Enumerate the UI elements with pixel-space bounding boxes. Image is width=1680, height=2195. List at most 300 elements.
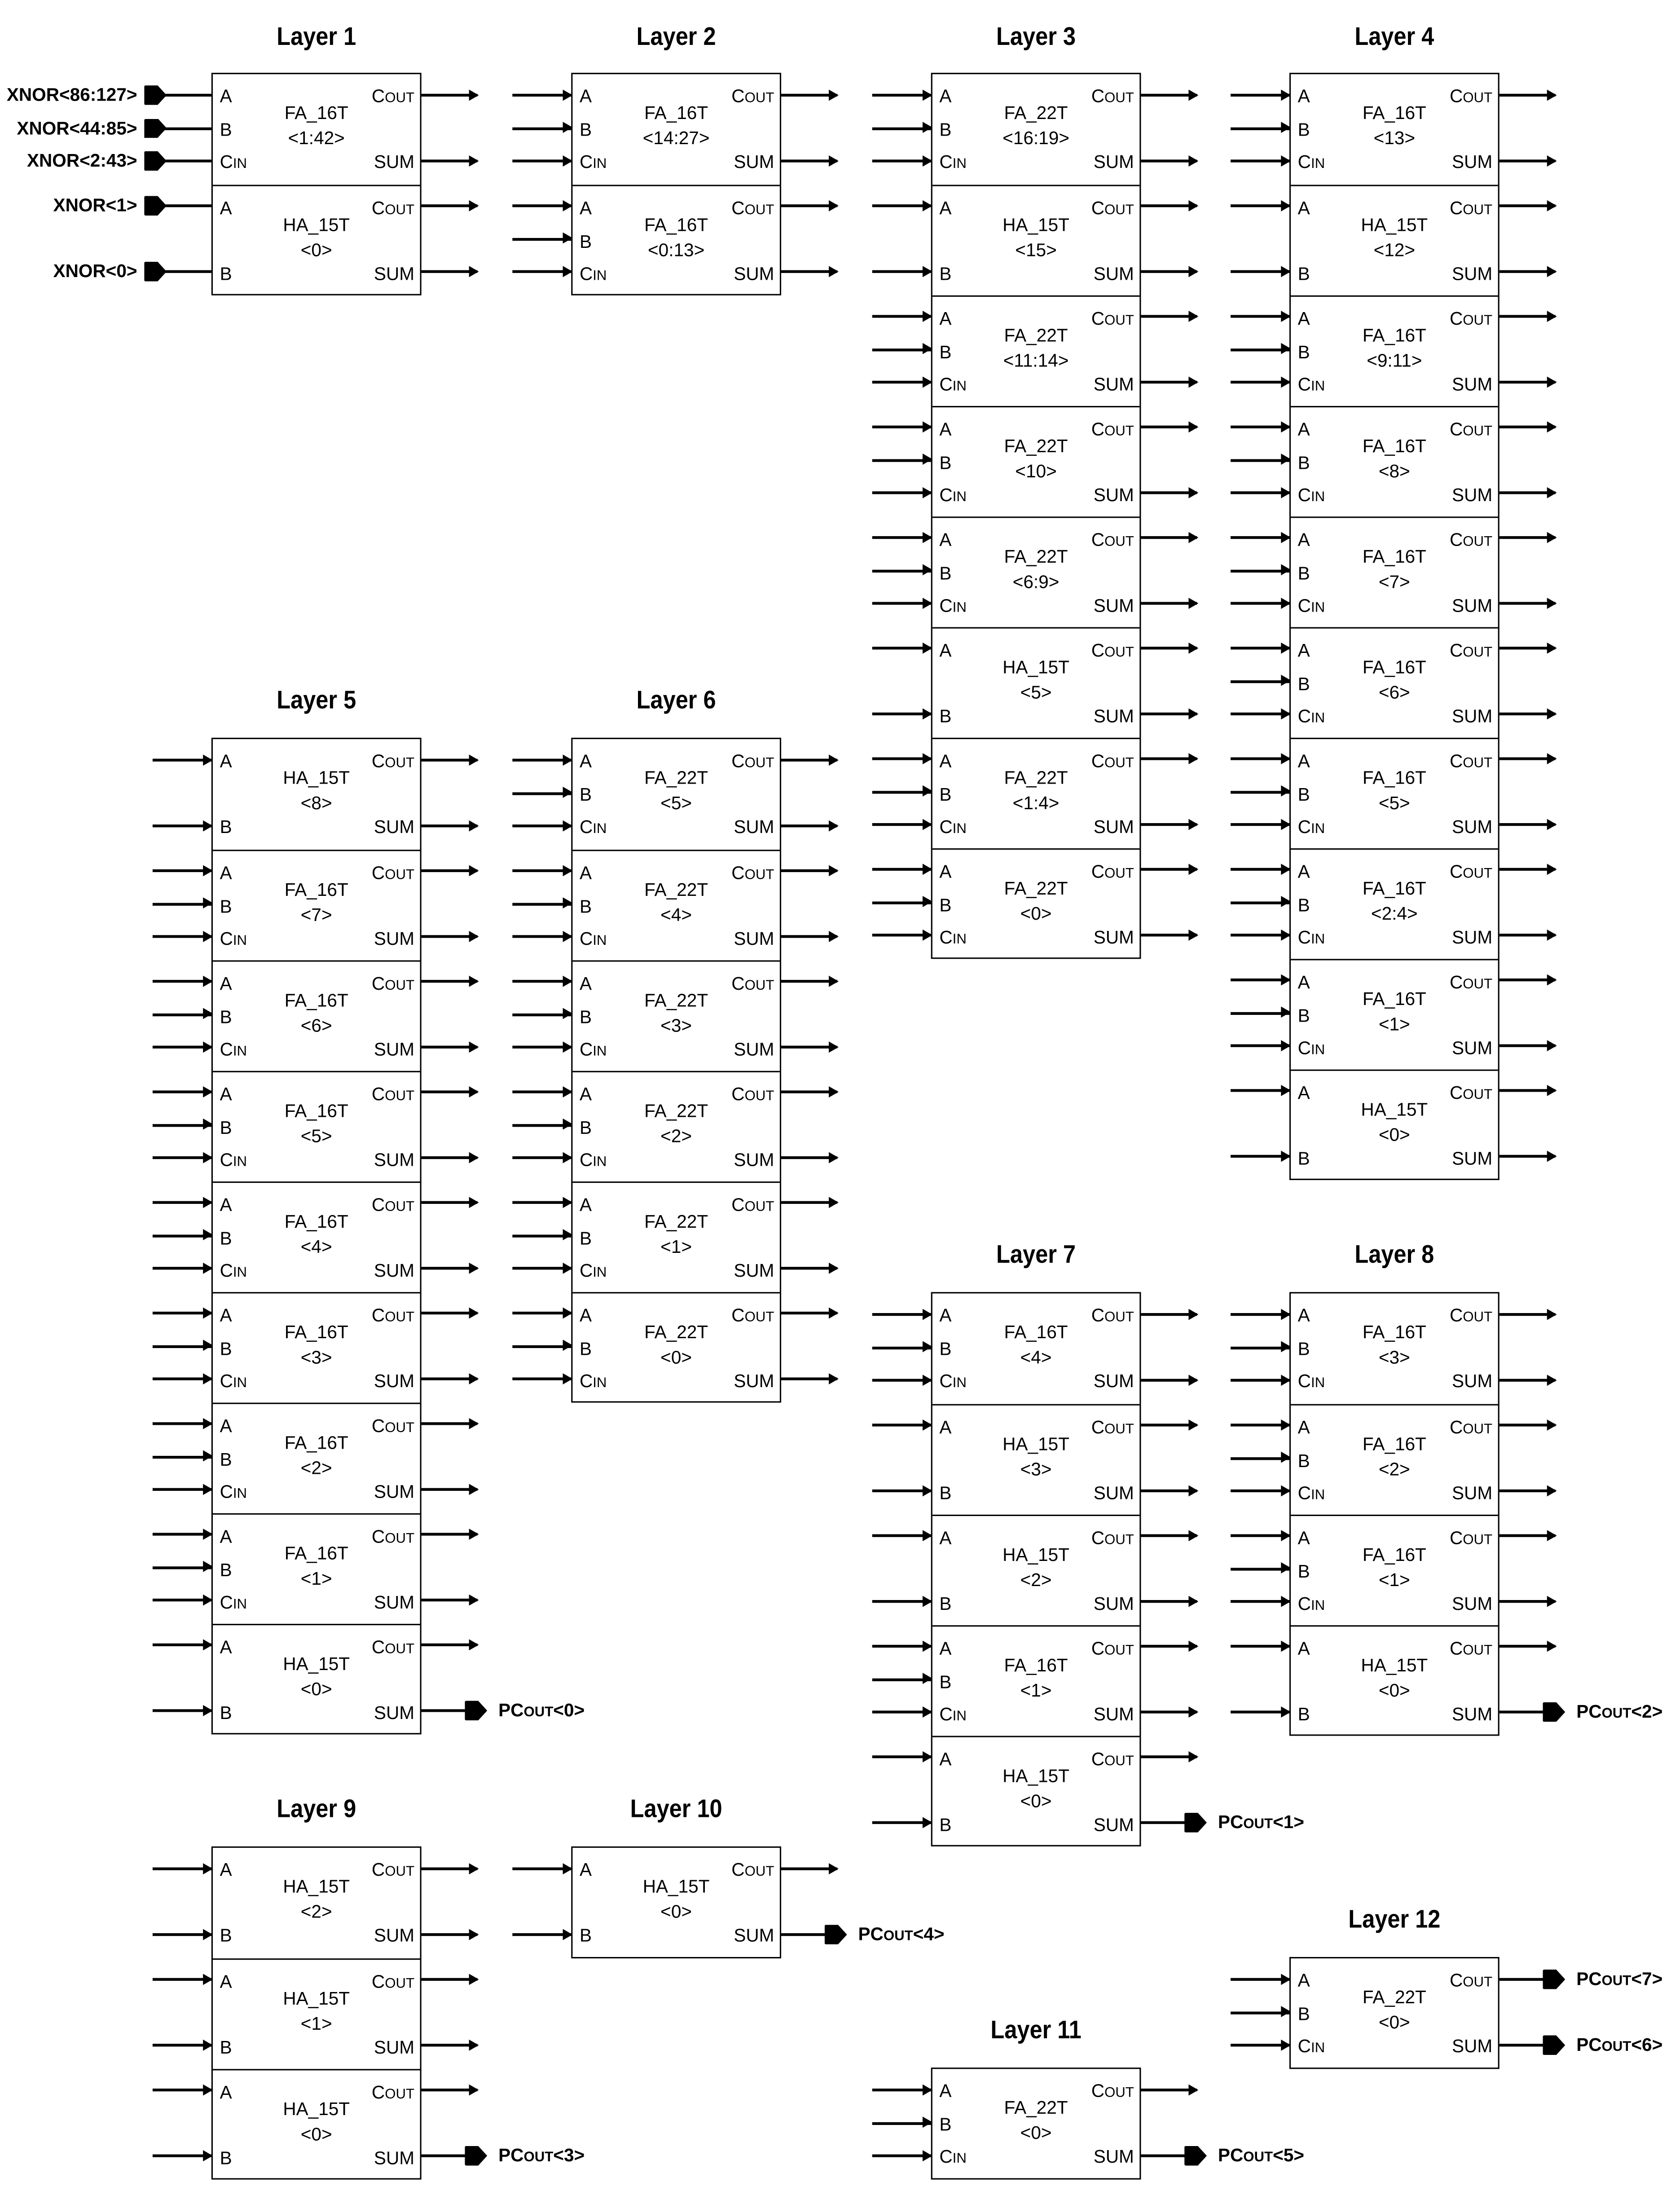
- pin-label-b: B: [939, 1337, 952, 1359]
- output-arrow-icon: [1500, 978, 1556, 981]
- pin-label-cin: [580, 1150, 607, 1173]
- pin-label-cin: [220, 153, 247, 175]
- output-arrow-icon: [781, 1046, 837, 1049]
- pin-label-sum: SUM: [374, 151, 415, 172]
- output-pin-label: [498, 2146, 585, 2169]
- input-arrow-icon: [512, 1234, 571, 1237]
- pin-label-sub: IN: [593, 157, 607, 172]
- output-pin-label: [1218, 1813, 1304, 1835]
- input-arrow-icon: [872, 1678, 931, 1680]
- pin-label-sum: SUM: [1093, 1703, 1134, 1725]
- pin-label-main: C: [1297, 816, 1311, 837]
- layer-title: Layer 7: [996, 1240, 1076, 1269]
- pin-label-sub: IN: [593, 1044, 607, 1060]
- output-pin-icon: [1184, 1813, 1207, 1833]
- cell-index: <9:11>: [1367, 350, 1422, 371]
- output-pin-sub: OUT: [523, 1705, 554, 1721]
- pin-label-sub: OUT: [1463, 203, 1493, 219]
- cell-type: HA_15T: [1361, 1654, 1428, 1676]
- pin-label-sum: SUM: [1452, 816, 1493, 837]
- pin-label-sub: OUT: [1463, 1422, 1493, 1438]
- cell-index: <0:13>: [647, 239, 705, 260]
- pin-label-sub: OUT: [1104, 1533, 1134, 1548]
- input-arrow-icon: [872, 381, 931, 383]
- layer-9-block: [211, 1847, 422, 2180]
- pin-label-a: A: [1297, 750, 1310, 771]
- pin-label-a: A: [939, 639, 952, 661]
- input-arrow-icon: [872, 1346, 931, 1349]
- pin-label-a: A: [220, 1083, 232, 1105]
- pin-label-sub: OUT: [744, 203, 774, 219]
- input-arrow-icon: [153, 1599, 211, 1601]
- cell-type: HA_15T: [283, 1988, 350, 2009]
- pin-label-main: C: [579, 1149, 593, 1171]
- full-adder-cell: [213, 1513, 420, 1624]
- pin-label-sub: OUT: [1104, 424, 1134, 440]
- input-pin-icon: [144, 262, 167, 282]
- input-arrow-icon: [512, 1312, 571, 1314]
- pin-label-main: C: [1297, 1370, 1311, 1392]
- pin-label-a: A: [220, 862, 232, 884]
- full-adder-cell: [572, 1292, 780, 1402]
- output-arrow-icon: [1500, 823, 1556, 826]
- pin-label-main: C: [1449, 85, 1463, 106]
- input-pin-icon: [144, 118, 167, 138]
- output-arrow-icon: [422, 824, 478, 827]
- pin-label-b: B: [939, 1670, 952, 1692]
- input-arrow-icon: [1231, 569, 1289, 572]
- pin-label-a: A: [939, 1305, 952, 1326]
- output-pin-index: <4>: [913, 1923, 945, 1944]
- output-arrow-icon: [1500, 94, 1556, 97]
- cell-type: FA_16T: [644, 214, 708, 235]
- full-adder-cell: [213, 74, 420, 185]
- output-arrow-icon: [781, 869, 837, 872]
- cell-type: HA_15T: [1003, 1544, 1069, 1565]
- pin-label-b: B: [220, 1925, 232, 1946]
- cell-type: FA_22T: [644, 767, 708, 789]
- half-adder-cell: [932, 1404, 1140, 1515]
- pin-label-main: C: [371, 1971, 385, 1992]
- pin-label-cout: [372, 1860, 414, 1883]
- pin-label-sub: IN: [593, 269, 607, 284]
- output-arrow-icon: [1141, 757, 1197, 760]
- pin-label-a: A: [1297, 1970, 1310, 1991]
- pin-label-sub: IN: [1311, 600, 1325, 616]
- pin-label-a: A: [1297, 1416, 1310, 1438]
- output-arrow-icon: [1141, 426, 1197, 428]
- input-arrow-icon: [1231, 426, 1289, 428]
- pin-label-b: B: [579, 1227, 592, 1248]
- output-arrow-icon: [1500, 1424, 1556, 1426]
- input-arrow-icon: [153, 1709, 211, 1712]
- output-arrow-icon: [781, 1267, 837, 1269]
- pin-label-cin: [220, 1150, 247, 1173]
- pin-label-sum: SUM: [1452, 151, 1493, 172]
- pin-label-a: A: [939, 861, 952, 882]
- pin-label-cin: [939, 375, 966, 397]
- pin-label-sum: SUM: [734, 928, 774, 949]
- pin-label-b: B: [579, 118, 592, 140]
- pin-label-main: C: [371, 1083, 385, 1105]
- input-arrow-icon: [512, 1933, 571, 1936]
- pin-label-b: B: [939, 118, 952, 140]
- full-adder-cell: [572, 1071, 780, 1181]
- input-arrow-icon: [512, 1377, 571, 1380]
- pin-label-a: A: [220, 2081, 232, 2103]
- input-arrow-icon: [153, 1046, 211, 1049]
- pin-label-sum: SUM: [1093, 705, 1134, 727]
- output-pin-main: PC: [1218, 1811, 1244, 1833]
- full-adder-cell: [932, 1293, 1140, 1404]
- output-pin-icon: [1543, 2036, 1565, 2055]
- pin-label-cout: [1091, 420, 1134, 442]
- pin-label-cout: [731, 87, 774, 109]
- pin-label-cin: [1298, 375, 1325, 397]
- pin-label-b: B: [579, 1116, 592, 1137]
- pin-label-cin: [220, 1040, 247, 1062]
- input-arrow-icon: [153, 1013, 211, 1015]
- output-arrow-icon: [1500, 381, 1556, 383]
- pin-label-sub: OUT: [385, 91, 415, 106]
- input-arrow-icon: [1231, 757, 1289, 760]
- pin-label-sub: OUT: [744, 1864, 774, 1880]
- pin-label-sub: OUT: [1104, 91, 1134, 106]
- cell-index: <15>: [1015, 239, 1057, 260]
- cell-index: <7>: [300, 904, 332, 926]
- pin-label-sum: SUM: [1093, 1370, 1134, 1392]
- input-arrow-icon: [512, 902, 571, 905]
- input-arrow-icon: [872, 491, 931, 494]
- pin-label-sum: SUM: [734, 1039, 774, 1060]
- output-pin-index: <6>: [1631, 2034, 1663, 2055]
- output-arrow-icon: [422, 1488, 478, 1491]
- full-adder-cell: [1291, 516, 1498, 627]
- pin-label-sum: SUM: [734, 263, 774, 284]
- pin-label-main: C: [1091, 861, 1104, 882]
- pin-label-cout: [372, 87, 414, 109]
- output-pin-main: PC: [1576, 2034, 1602, 2055]
- layer-title: Layer 10: [630, 1794, 722, 1823]
- pin-label-cout: [1091, 87, 1134, 109]
- half-adder-cell: [213, 185, 420, 295]
- pin-label-cout: [372, 1085, 414, 1107]
- output-arrow-icon: [1141, 1645, 1197, 1648]
- cell-type: FA_16T: [1362, 435, 1426, 457]
- pin-label-a: A: [1297, 529, 1310, 551]
- pin-label-a: A: [1297, 1638, 1310, 1659]
- input-arrow-icon: [1231, 1978, 1289, 1981]
- full-adder-cell: [213, 1403, 420, 1513]
- pin-label-b: B: [220, 1005, 232, 1027]
- pin-label-cin: [939, 818, 966, 840]
- pin-label-cout: [372, 1527, 414, 1550]
- output-arrow-icon: [1141, 204, 1197, 207]
- cell-index: <6>: [1378, 682, 1410, 703]
- input-arrow-icon: [872, 159, 931, 162]
- input-pin-icon: [144, 85, 167, 105]
- pin-label-b: B: [220, 1116, 232, 1137]
- input-arrow-icon: [153, 1124, 211, 1126]
- cell-index: <0>: [1378, 1124, 1410, 1145]
- cell-index: <6:9>: [1012, 571, 1060, 592]
- pin-label-main: C: [1091, 197, 1104, 219]
- pin-label-a: A: [939, 85, 952, 106]
- output-arrow-icon: [781, 1201, 837, 1204]
- pin-label-sub: IN: [952, 490, 967, 506]
- input-arrow-icon: [1231, 679, 1289, 682]
- pin-label-cout: [1091, 641, 1134, 664]
- pin-label-main: C: [1091, 419, 1104, 440]
- full-adder-cell: [932, 295, 1140, 406]
- output-pin-label: [1576, 1970, 1662, 1992]
- output-arrow-icon: [422, 935, 478, 938]
- output-arrow-icon: [1500, 713, 1556, 715]
- input-arrow-icon: [872, 2155, 931, 2157]
- cell-index: <1:42>: [288, 127, 345, 149]
- output-pin-label: [498, 1701, 585, 1723]
- cell-type: FA_16T: [284, 1211, 348, 1232]
- pin-label-sum: SUM: [734, 1260, 774, 1281]
- pin-label-sub: IN: [593, 821, 607, 837]
- pin-label-main: C: [371, 862, 385, 884]
- output-pin-icon: [1184, 2146, 1207, 2166]
- input-pin-label: XNOR<2:43>: [26, 150, 137, 171]
- pin-label-sub: OUT: [1104, 313, 1134, 329]
- input-arrow-icon: [153, 824, 211, 827]
- input-arrow-icon: [1231, 2044, 1289, 2046]
- full-adder-cell: [572, 960, 780, 1071]
- pin-label-b: B: [939, 263, 952, 284]
- pin-label-main: C: [731, 1194, 745, 1215]
- layer-12-block: [1289, 1957, 1500, 2069]
- cell-type: FA_16T: [284, 102, 348, 123]
- cell-index: <1>: [1378, 1569, 1410, 1591]
- pin-label-main: C: [371, 1636, 385, 1657]
- output-arrow-icon: [1141, 1600, 1197, 1603]
- output-arrow-icon: [1500, 602, 1556, 604]
- pin-label-sub: IN: [233, 1044, 247, 1060]
- cell-type: HA_15T: [283, 1876, 350, 1897]
- output-pin-main: PC: [858, 1923, 884, 1944]
- input-arrow-icon: [872, 536, 931, 539]
- output-arrow-icon: [781, 824, 837, 827]
- input-arrow-icon: [1231, 1567, 1289, 1570]
- output-pin-main: PC: [1576, 1701, 1602, 1722]
- pin-label-cin: [1298, 928, 1325, 951]
- pin-label-b: B: [220, 1227, 232, 1248]
- input-arrow-icon: [512, 1344, 571, 1347]
- input-arrow-icon: [872, 569, 931, 572]
- pin-label-cout: [1091, 1750, 1134, 1772]
- pin-label-b: B: [1297, 1703, 1310, 1725]
- pin-label-main: C: [1449, 1082, 1463, 1103]
- output-arrow-icon: [422, 869, 478, 872]
- pin-label-sub: IN: [1311, 1043, 1325, 1058]
- pin-label-a: A: [1297, 419, 1310, 440]
- input-arrow-icon: [153, 1312, 211, 1314]
- pin-label-cout: [1091, 530, 1134, 553]
- cell-type: FA_22T: [644, 1211, 708, 1232]
- pin-label-b: B: [939, 1593, 952, 1614]
- pin-label-main: C: [939, 1703, 953, 1725]
- pin-label-main: C: [1297, 705, 1311, 727]
- pin-label-a: A: [939, 1748, 952, 1770]
- input-arrow-icon: [1231, 1490, 1289, 1492]
- pin-label-cout: [372, 752, 414, 774]
- pin-label-sum: SUM: [374, 1702, 415, 1723]
- cell-index: <4>: [660, 904, 692, 926]
- pin-label-sub: OUT: [1463, 534, 1493, 551]
- pin-label-b: B: [220, 895, 232, 917]
- pin-label-sub: OUT: [1463, 91, 1493, 106]
- input-arrow-icon: [1231, 713, 1289, 715]
- pin-label-cout: [731, 752, 774, 774]
- input-arrow-icon: [512, 1090, 571, 1093]
- pin-label-main: C: [1297, 484, 1311, 506]
- input-arrow-icon: [1231, 1645, 1289, 1648]
- pin-label-cout: [1091, 862, 1134, 885]
- input-arrow-icon: [153, 1344, 211, 1347]
- cell-index: <14:27>: [642, 127, 710, 149]
- pin-label-a: A: [939, 1416, 952, 1438]
- pin-label-main: C: [579, 1370, 593, 1392]
- full-adder-cell: [932, 516, 1140, 627]
- pin-label-sum: SUM: [374, 1039, 415, 1060]
- output-arrow-icon: [781, 270, 837, 273]
- input-arrow-icon: [153, 1933, 211, 1936]
- full-adder-cell: [1291, 1958, 1498, 2069]
- pin-label-a: A: [579, 862, 592, 884]
- pin-label-main: C: [1449, 1416, 1463, 1438]
- cell-index: <1>: [1020, 1679, 1052, 1701]
- input-arrow-icon: [872, 94, 931, 97]
- pin-label-sum: SUM: [1093, 1593, 1134, 1614]
- output-pin-icon: [1543, 1970, 1565, 1989]
- pin-label-b: B: [220, 1559, 232, 1580]
- pin-label-sub: IN: [952, 157, 967, 172]
- input-arrow-icon: [1231, 602, 1289, 604]
- input-arrow-icon: [872, 1490, 931, 1492]
- cell-index: <0>: [1378, 1679, 1410, 1701]
- pin-label-a: A: [939, 1638, 952, 1659]
- output-arrow-icon: [422, 1201, 478, 1204]
- input-arrow-icon: [872, 2089, 931, 2091]
- pin-label-cout: [731, 199, 774, 221]
- input-pin-label: XNOR<1>: [53, 194, 137, 216]
- full-adder-cell: [213, 1181, 420, 1292]
- half-adder-cell: [213, 1958, 420, 2069]
- input-arrow-icon: [512, 159, 571, 162]
- input-arrow-icon: [1231, 1710, 1289, 1713]
- pin-label-sub: OUT: [744, 1310, 774, 1326]
- pin-label-sum: SUM: [1452, 2035, 1493, 2057]
- cell-type: FA_22T: [644, 1321, 708, 1343]
- layer-1-block: [211, 73, 422, 295]
- input-arrow-icon: [1231, 934, 1289, 936]
- pin-label-sub: OUT: [1104, 534, 1134, 551]
- pin-label-b: B: [1297, 341, 1310, 362]
- pin-label-sum: SUM: [1093, 263, 1134, 284]
- pin-label-main: C: [939, 816, 953, 837]
- input-arrow-icon: [153, 2044, 211, 2046]
- pin-label-b: B: [579, 1925, 592, 1946]
- pin-label-cin: [580, 930, 607, 952]
- pin-label-a: A: [220, 1415, 232, 1437]
- output-arrow-icon: [1500, 491, 1556, 494]
- cell-type: HA_15T: [283, 2098, 350, 2120]
- full-adder-cell: [1291, 74, 1498, 185]
- pin-label-main: C: [731, 1083, 745, 1105]
- pin-label-a: A: [939, 750, 952, 771]
- output-arrow-icon: [1500, 1645, 1556, 1648]
- pin-label-b: B: [939, 1482, 952, 1503]
- pin-label-sum: SUM: [374, 1925, 415, 1946]
- output-pin-label: [1218, 2146, 1304, 2169]
- pin-label-main: C: [1091, 1638, 1104, 1659]
- half-adder-cell: [213, 2069, 420, 2179]
- cell-index: <8>: [300, 792, 332, 814]
- output-wire: [422, 2155, 466, 2157]
- pin-label-cout: [1450, 752, 1492, 774]
- input-arrow-icon: [872, 1821, 931, 1824]
- input-arrow-icon: [512, 1867, 571, 1870]
- pin-label-cin: [1298, 596, 1325, 619]
- pin-label-a: A: [220, 750, 232, 771]
- pin-label-sub: IN: [593, 1155, 607, 1171]
- output-arrow-icon: [781, 759, 837, 762]
- output-arrow-icon: [422, 2044, 478, 2046]
- cell-type: FA_22T: [1004, 546, 1068, 567]
- pin-label-cin: [220, 1482, 247, 1505]
- cell-type: HA_15T: [283, 214, 350, 235]
- pin-label-main: C: [1449, 1527, 1463, 1548]
- pin-label-sub: IN: [952, 932, 967, 948]
- pin-label-cin: [1298, 1039, 1325, 1061]
- output-arrow-icon: [1141, 270, 1197, 273]
- pin-label-sum: SUM: [734, 1149, 774, 1171]
- pin-label-main: C: [220, 1149, 233, 1171]
- pin-label-cout: [1450, 530, 1492, 553]
- input-arrow-icon: [1231, 1600, 1289, 1603]
- pin-label-sum: SUM: [374, 816, 415, 837]
- pin-label-cout: [731, 1860, 774, 1883]
- pin-label-main: C: [220, 151, 233, 172]
- pin-label-b: B: [1297, 894, 1310, 915]
- output-arrow-icon: [1500, 159, 1556, 162]
- cell-index: <5>: [300, 1125, 332, 1147]
- pin-label-sub: IN: [233, 1486, 247, 1502]
- pin-label-main: C: [1091, 85, 1104, 106]
- full-adder-cell: [213, 1292, 420, 1402]
- pin-label-cin: [1298, 486, 1325, 508]
- pin-label-cout: [1450, 199, 1492, 221]
- input-arrow-icon: [1231, 315, 1289, 317]
- pin-label-sub: IN: [1311, 1488, 1325, 1503]
- output-arrow-icon: [781, 94, 837, 97]
- pin-label-b: B: [1297, 1449, 1310, 1471]
- pin-label-main: C: [220, 1481, 233, 1502]
- pin-label-main: C: [1449, 639, 1463, 661]
- input-arrow-icon: [1231, 270, 1289, 273]
- output-arrow-icon: [1141, 647, 1197, 649]
- pin-label-cout: [1450, 862, 1492, 885]
- output-pin-sub: OUT: [523, 2150, 554, 2166]
- pin-label-main: C: [939, 151, 953, 172]
- pin-label-a: A: [1297, 1082, 1310, 1103]
- pin-label-main: C: [1091, 1748, 1104, 1770]
- pin-label-main: C: [1449, 308, 1463, 329]
